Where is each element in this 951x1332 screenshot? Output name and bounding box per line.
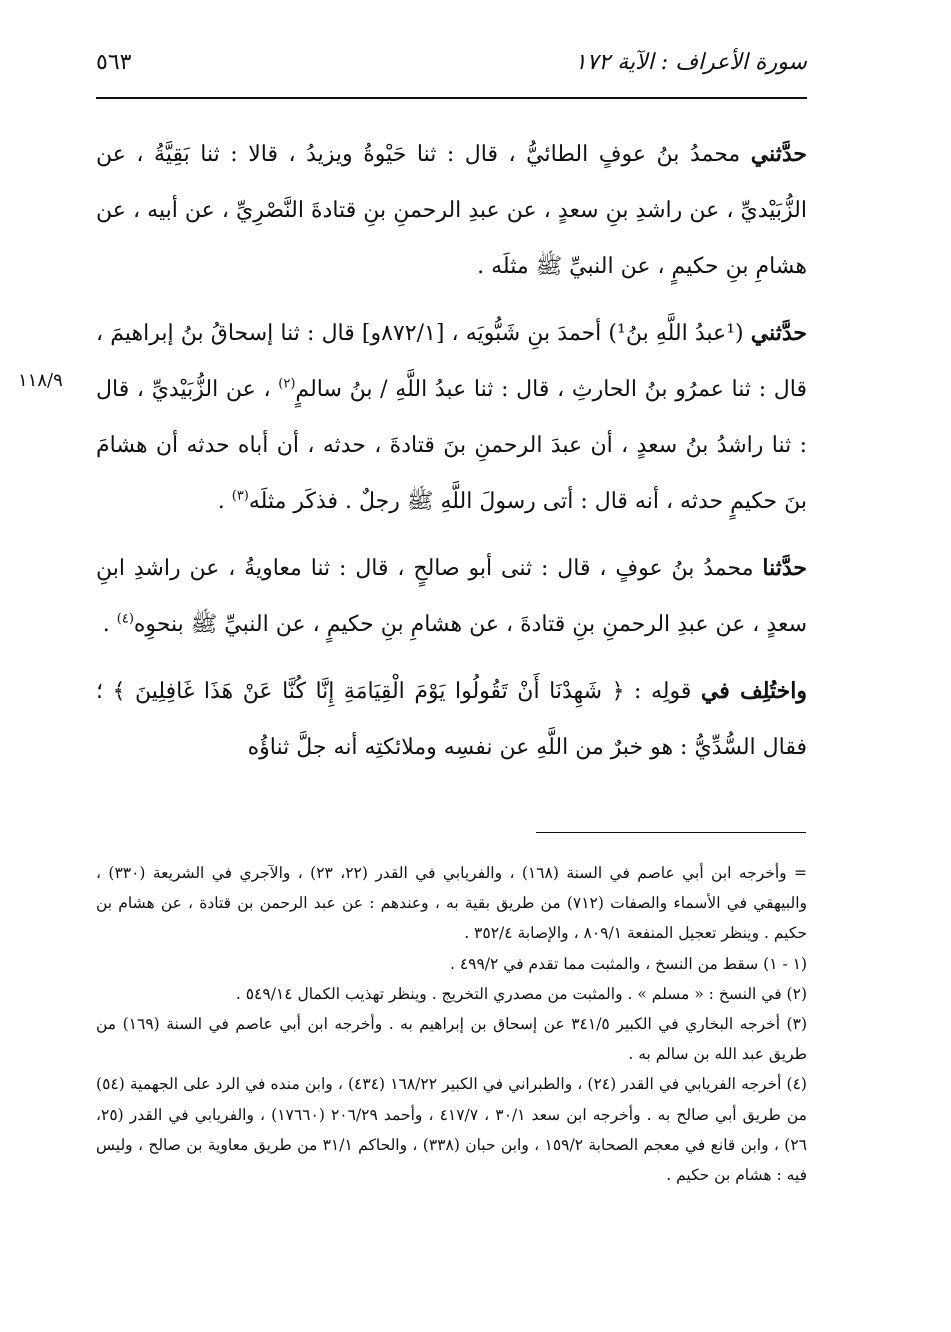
- footnote-item: (٢) في النسخ : « مسلم » . والمثبت من مصدري التخريج . وينظر تهذيب الكمال ٥٤٩/١٤ .: [235, 984, 807, 1003]
- footnote-item: = وأخرجه ابن أبي عاصم في السنة (١٦٨) ، والفريابي في القدر (٢٢، ٢٣) ، والآجري في الشريعة (٣٣٠) ، والبيهقي في الأسماء والصفات (٧١٢) من طريق بقية به ، وعندهم : عن عبد الرحمن بن قتادة ، عن هشام بن حكيم . وينظر تعجيل المنفعة ٨٠٩/١ ، والإصابة ٣٥٢/٤ .: [96, 864, 808, 943]
- footnote-marker: (٢): [278, 376, 296, 392]
- paragraph-end: .: [102, 612, 117, 637]
- footnotes: [96, 858, 807, 1190]
- paragraph-lead: واختُلِف في: [700, 678, 807, 704]
- paragraph-4: [96, 663, 807, 776]
- paragraph-text: محمدُ بنُ عوفٍ الطائيُّ ، قال : ثنا حَيْوةُ ويزيدُ ، قالا : ثنا بَقِيَّةُ ، عن الزُّبَيْديِّ ، عن راشدِ بنِ سعدٍ ، عن عبدِ الرحمنِ بنِ قتادةَ النَّصْرِيِّ ، عن أبيه ، عن هشامِ بنِ حكيمٍ ، عن النبيِّ ﷺ مثلَه .: [96, 142, 807, 279]
- footnote-marker: (٣): [231, 488, 249, 504]
- footnote-item: (٤) أخرجه الفريابي في القدر (٢٤) ، والطبراني في الكبير ١٦٨/٢٢ (٤٣٤) ، وابن منده في الرد على الجهمية (٥٤) من طريق أبي صالح به . وأخرجه ابن سعد ٣٠/١ ، ٤١٧/٧ ، وأحمد ٢٠٦/٢٩ (١٧٦٦٠) ، والفريابي في القدر (٢٥، ٢٦) ، وابن قانع في معجم الصحابة ١٥٩/٢ ، وابن حبان (٣٣٨) ، والحاكم ٣١/١ من طريق معاوية بن صالح ، وليس فيه : هشام بن حكيم .: [96, 1075, 807, 1185]
- footnote-separator: [536, 832, 806, 833]
- header-rule: [96, 97, 807, 99]
- header-title: سورة الأعراف : الآية ١٧٢: [574, 50, 807, 75]
- page-number: ٥٦٣: [96, 50, 132, 75]
- running-header: [96, 42, 807, 94]
- paragraph-text: (¹عبدُ اللَّهِ بنُ¹) أحمدَ بنِ شَبُّويَه ، [٨٧٢/١و] قال : ثنا إسحاقُ بنُ إبراهيمَ ، قال : ثنا عمرُو بنُ الحارثِ ، قال : ثنا عبدُ اللَّهِ / بنُ سالمٍ: [96, 321, 808, 402]
- footnote-item: (١ - ١) سقط من النسخ ، والمثبت مما تقدم في ٤٩٩/٢ .: [449, 954, 807, 973]
- main-text: [96, 126, 807, 786]
- paragraph-text: قولِه : ﴿ شَهِدْنَا أَنْ تَقُولُوا يَوْمَ الْقِيَامَةِ إِنَّا كُنَّا عَنْ هَذَا غَافِلِينَ ﴾ ؛ فقال السُّدِّيُّ : هو خبرٌ من اللَّهِ عن نفسِه وملائكتِه أنه جلَّ ثناؤُه: [96, 679, 807, 760]
- paragraph-lead: حدَّثني: [750, 141, 807, 167]
- paragraph-text: محمدُ بنُ عوفٍ ، قال : ثنى أبو صالحٍ ، قال : ثنا معاويةُ ، عن راشدِ ابنِ سعدٍ ، عن عبدِ الرحمنِ بنِ قتادةَ ، عن هشامِ بنِ حكيمٍ ، عن النبيِّ ﷺ بنحوِه: [96, 556, 807, 637]
- paragraph-lead: حدَّثنا: [762, 555, 808, 581]
- paragraph-end: .: [217, 489, 232, 514]
- margin-reference: ١١٨/٩: [18, 370, 63, 391]
- footnote-marker: (٤): [116, 611, 134, 627]
- paragraph-text: ، عن الزُّبَيْديِّ ، قال : ثنا راشدُ بنُ سعدٍ ، أن عبدَ الرحمنِ بنَ قتادةَ ، حدثه ، أن أباه حدثه أن هشامَ بنَ حكيمٍ حدثه ، أنه قال : أتى رسولَ اللَّهِ ﷺ رجلٌ . فذكَر مثلَه: [96, 377, 807, 514]
- paragraph-lead: حدَّثني: [750, 320, 807, 346]
- paragraph-3: [96, 540, 807, 653]
- paragraph-1: [96, 126, 807, 295]
- paragraph-2: [96, 305, 807, 530]
- footnote-item: (٣) أخرجه البخاري في الكبير ٣٤١/٥ عن إسحاق بن إبراهيم به . وأخرجه ابن أبي عاصم في السنة (١٦٩) من طريق عبد الله بن سالم به .: [96, 1015, 807, 1064]
